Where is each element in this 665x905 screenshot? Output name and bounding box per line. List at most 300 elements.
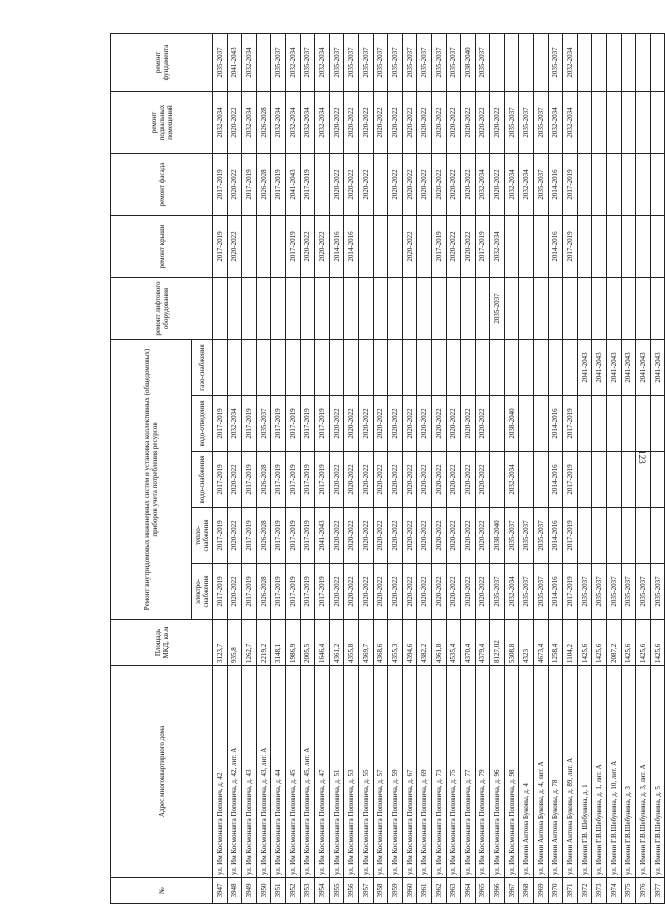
cell-water: 2017-2019: [271, 452, 286, 508]
page-number: 123: [636, 450, 647, 464]
cell-heat: 2020-2022: [344, 508, 359, 564]
cell-elevator: [271, 278, 286, 340]
cell-facade: [373, 154, 388, 216]
cell-gas: [358, 340, 373, 396]
cell-no: 3973: [592, 878, 607, 904]
cell-basement: 2020-2022: [431, 92, 446, 154]
cell-heat: 2020-2022: [329, 508, 344, 564]
table-row: [577, 34, 592, 904]
cell-water: [592, 452, 607, 508]
cell-elevator: [417, 278, 432, 340]
cell-water: 2017-2019: [213, 452, 228, 508]
cell-gas: [213, 340, 228, 396]
cell-area: 1646,4: [315, 620, 330, 666]
cell-water: 2020-2022: [388, 452, 403, 508]
cell-basement: 2020-2022: [227, 92, 242, 154]
cell-basement: 2032-2034: [315, 92, 330, 154]
cell-roof: [519, 216, 534, 278]
cell-facade: 2020-2022: [388, 154, 403, 216]
cell-drainage: 2017-2019: [315, 396, 330, 452]
cell-address: ул. Имени Г.В.Шебунина, д. 1, лит. А: [592, 666, 607, 878]
cell-elevator: [621, 278, 636, 340]
cell-gas: [300, 340, 315, 396]
cell-no: 3953: [300, 878, 315, 904]
cell-electric: 2020-2022: [446, 564, 461, 620]
cell-foundation: 2035-2037: [431, 34, 446, 92]
cell-drainage: 2014-2016: [548, 396, 563, 452]
header-water: водо-снабжения: [192, 452, 213, 508]
cell-area: 1425,6: [592, 620, 607, 666]
cell-drainage: 2020-2022: [358, 396, 373, 452]
cell-roof: [577, 216, 592, 278]
cell-basement: 2020-2022: [475, 92, 490, 154]
cell-roof: 2017-2019: [431, 216, 446, 278]
cell-elevator: [388, 278, 403, 340]
cell-electric: 2017-2019: [563, 564, 578, 620]
cell-roof: [621, 216, 636, 278]
cell-no: 3957: [358, 878, 373, 904]
cell-roof: [358, 216, 373, 278]
cell-foundation: 2032-2034: [242, 34, 257, 92]
cell-electric: 2017-2019: [213, 564, 228, 620]
cell-area: 8127,02: [490, 620, 505, 666]
cell-heat: 2020-2022: [373, 508, 388, 564]
cell-drainage: [607, 396, 622, 452]
table-row: [621, 34, 636, 904]
cell-heat: 2038-2040: [490, 508, 505, 564]
cell-address: ул. Им Космонавта Поповича, д. 73: [431, 666, 446, 878]
cell-elevator: [227, 278, 242, 340]
cell-roof: [650, 216, 665, 278]
cell-electric: 2020-2022: [344, 564, 359, 620]
cell-basement: 2020-2022: [329, 92, 344, 154]
cell-water: 2020-2022: [431, 452, 446, 508]
table-row: [242, 34, 257, 904]
cell-elevator: [213, 278, 228, 340]
cell-electric: 2026-2028: [256, 564, 271, 620]
cell-roof: 2020-2022: [300, 216, 315, 278]
cell-elevator: [358, 278, 373, 340]
cell-roof: 2020-2022: [446, 216, 461, 278]
table-row: [373, 34, 388, 904]
cell-gas: [475, 340, 490, 396]
header-heat: тепло-снабжения: [192, 508, 213, 564]
cell-facade: [621, 154, 636, 216]
cell-water: 2014-2016: [548, 452, 563, 508]
cell-facade: 2032-2034: [504, 154, 519, 216]
table-row: [300, 34, 315, 904]
cell-area: 4355,3: [388, 620, 403, 666]
cell-area: 5308,8: [504, 620, 519, 666]
header-gas: газо-снабжения: [192, 340, 213, 396]
cell-electric: 2035-2037: [621, 564, 636, 620]
cell-electric: 2020-2022: [329, 564, 344, 620]
cell-no: 3965: [475, 878, 490, 904]
cell-gas: 2041-2043: [636, 340, 651, 396]
table-row: [271, 34, 286, 904]
cell-heat: 2017-2019: [300, 508, 315, 564]
cell-heat: 2035-2037: [519, 508, 534, 564]
cell-heat: [592, 508, 607, 564]
cell-foundation: [256, 34, 271, 92]
cell-address: ул. Им Космонавта Поповича, д. 47: [315, 666, 330, 878]
cell-foundation: 2032-2034: [285, 34, 300, 92]
cell-heat: 2017-2019: [271, 508, 286, 564]
cell-facade: 2017-2019: [271, 154, 286, 216]
header-electric: электро-снабжения: [192, 564, 213, 620]
cell-drainage: 2020-2022: [329, 396, 344, 452]
cell-address: ул. Им Космонавта Поповича, д. 55: [358, 666, 373, 878]
header-address: Адрес многоквартирного дома: [111, 666, 213, 878]
cell-basement: 2020-2022: [373, 92, 388, 154]
cell-address: ул. Им Космонавта Поповича, д. 57: [373, 666, 388, 878]
cell-foundation: [650, 34, 665, 92]
cell-facade: 2014-2016: [548, 154, 563, 216]
cell-water: 2020-2022: [402, 452, 417, 508]
cell-heat: 2017-2019: [563, 508, 578, 564]
cell-heat: 2020-2022: [402, 508, 417, 564]
cell-electric: 2020-2022: [227, 564, 242, 620]
cell-drainage: 2020-2022: [446, 396, 461, 452]
cell-address: ул. Имени Антона Буковы, д. 89, лит. А: [563, 666, 578, 878]
header-engineering-group: Ремонт внутридомовых инженерных систем и установка коллективных (общедомовых) приборов учета потребления ресурсов: [111, 340, 192, 620]
cell-area: 2005,5: [300, 620, 315, 666]
cell-water: [534, 452, 549, 508]
cell-water: [607, 452, 622, 508]
cell-drainage: 2020-2022: [431, 396, 446, 452]
cell-roof: 2032-2034: [490, 216, 505, 278]
cell-no: 3974: [607, 878, 622, 904]
cell-water: 2020-2022: [373, 452, 388, 508]
table-row: [607, 34, 622, 904]
cell-area: 3148,1: [271, 620, 286, 666]
cell-basement: [607, 92, 622, 154]
cell-address: ул. Имени Г.В.Шебунина, д. 5: [650, 666, 665, 878]
cell-no: 3950: [256, 878, 271, 904]
cell-roof: 2017-2019: [475, 216, 490, 278]
cell-gas: 2041-2043: [577, 340, 592, 396]
cell-water: [621, 452, 636, 508]
cell-basement: [577, 92, 592, 154]
cell-basement: [636, 92, 651, 154]
cell-elevator: [607, 278, 622, 340]
cell-water: 2020-2022: [358, 452, 373, 508]
cell-roof: [242, 216, 257, 278]
cell-basement: 2020-2022: [461, 92, 476, 154]
cell-gas: [417, 340, 432, 396]
cell-area: 4370,4: [461, 620, 476, 666]
cell-heat: 2020-2022: [475, 508, 490, 564]
cell-facade: [607, 154, 622, 216]
cell-basement: 2032-2034: [300, 92, 315, 154]
cell-facade: 2020-2022: [329, 154, 344, 216]
cell-area: 935,8: [227, 620, 242, 666]
cell-drainage: [636, 396, 651, 452]
cell-gas: 2041-2043: [621, 340, 636, 396]
cell-area: 3123,7: [213, 620, 228, 666]
cell-address: ул. Им Космонавта Поповича, д. 53: [344, 666, 359, 878]
cell-no: 3961: [417, 878, 432, 904]
cell-basement: 2020-2022: [402, 92, 417, 154]
cell-heat: [650, 508, 665, 564]
cell-foundation: 2038-2040: [461, 34, 476, 92]
header-foundation: ремонт фундамента: [111, 34, 213, 92]
cell-electric: 2020-2022: [402, 564, 417, 620]
cell-foundation: [636, 34, 651, 92]
cell-address: ул. Имени Г.В.Шебунина, д. 3, лит. А: [636, 666, 651, 878]
cell-elevator: [300, 278, 315, 340]
cell-foundation: [534, 34, 549, 92]
cell-address: ул. Им Космонавта Попович, д. 42: [213, 666, 228, 878]
cell-basement: [592, 92, 607, 154]
cell-gas: [227, 340, 242, 396]
cell-gas: [329, 340, 344, 396]
cell-electric: 2020-2022: [388, 564, 403, 620]
cell-address: ул. Имени Антона Буковы, д. 4: [519, 666, 534, 878]
cell-drainage: 2017-2019: [285, 396, 300, 452]
cell-drainage: 2017-2019: [271, 396, 286, 452]
cell-area: 4323: [519, 620, 534, 666]
cell-no: 3969: [534, 878, 549, 904]
cell-elevator: 2035-2037: [490, 278, 505, 340]
cell-elevator: [256, 278, 271, 340]
cell-foundation: [490, 34, 505, 92]
cell-water: 2017-2019: [285, 452, 300, 508]
cell-water: 2017-2019: [563, 452, 578, 508]
cell-area: 1425,6: [636, 620, 651, 666]
table-row: [329, 34, 344, 904]
cell-address: ул. Им Космонавта Поповича, д. 45, лит. А: [300, 666, 315, 878]
cell-foundation: [607, 34, 622, 92]
cell-basement: 2035-2037: [519, 92, 534, 154]
table-row: [358, 34, 373, 904]
cell-elevator: [636, 278, 651, 340]
cell-electric: 2017-2019: [315, 564, 330, 620]
cell-gas: [242, 340, 257, 396]
header-area: Площадь МКД, кв.м: [111, 620, 213, 666]
cell-address: ул. Имени Антона Буковы, д. 4, лит. А: [534, 666, 549, 878]
cell-elevator: [475, 278, 490, 340]
cell-basement: 2026-2028: [256, 92, 271, 154]
cell-no: 3977: [650, 878, 665, 904]
table-row: [475, 34, 490, 904]
cell-area: 2087,2: [607, 620, 622, 666]
cell-elevator: [446, 278, 461, 340]
cell-water: 2026-2028: [256, 452, 271, 508]
cell-area: 1986,9: [285, 620, 300, 666]
cell-no: 3967: [504, 878, 519, 904]
repair-schedule-table: [110, 33, 665, 904]
table-row: [504, 34, 519, 904]
cell-gas: [315, 340, 330, 396]
cell-foundation: 2035-2037: [358, 34, 373, 92]
cell-no: 3959: [388, 878, 403, 904]
cell-no: 3966: [490, 878, 505, 904]
cell-foundation: [519, 34, 534, 92]
cell-gas: [490, 340, 505, 396]
cell-heat: 2020-2022: [388, 508, 403, 564]
cell-roof: [592, 216, 607, 278]
cell-address: ул. Им Космонавта Поповича, д. 45: [285, 666, 300, 878]
cell-water: [577, 452, 592, 508]
cell-elevator: [548, 278, 563, 340]
cell-gas: [388, 340, 403, 396]
cell-basement: 2020-2022: [388, 92, 403, 154]
header-facade: ремонт фасада: [111, 154, 213, 216]
table-row: [227, 34, 242, 904]
table-row: [592, 34, 607, 904]
cell-elevator: [242, 278, 257, 340]
cell-facade: 2020-2022: [402, 154, 417, 216]
cell-facade: 2041-2043: [285, 154, 300, 216]
cell-roof: 2014-2016: [344, 216, 359, 278]
cell-facade: [650, 154, 665, 216]
cell-water: 2020-2022: [344, 452, 359, 508]
cell-no: 3955: [329, 878, 344, 904]
cell-no: 3972: [577, 878, 592, 904]
cell-heat: [636, 508, 651, 564]
cell-drainage: 2020-2022: [373, 396, 388, 452]
cell-foundation: 2035-2037: [475, 34, 490, 92]
table-row: [344, 34, 359, 904]
cell-area: 1262,7: [242, 620, 257, 666]
cell-address: ул. Им Космонавта Поповича, д. 98: [504, 666, 519, 878]
cell-drainage: 2020-2022: [475, 396, 490, 452]
cell-heat: 2017-2019: [285, 508, 300, 564]
cell-electric: 2020-2022: [431, 564, 446, 620]
cell-facade: 2020-2022: [417, 154, 432, 216]
cell-electric: 2020-2022: [373, 564, 388, 620]
table-row: [650, 34, 665, 904]
cell-roof: 2014-2016: [548, 216, 563, 278]
cell-facade: 2020-2022: [344, 154, 359, 216]
cell-elevator: [373, 278, 388, 340]
cell-gas: 2041-2043: [607, 340, 622, 396]
cell-basement: 2020-2022: [344, 92, 359, 154]
cell-basement: 2035-2037: [534, 92, 549, 154]
cell-no: 3951: [271, 878, 286, 904]
table-body: [213, 34, 665, 904]
cell-gas: [548, 340, 563, 396]
cell-electric: 2017-2019: [242, 564, 257, 620]
cell-area: 4369,7: [358, 620, 373, 666]
cell-heat: 2017-2019: [213, 508, 228, 564]
cell-heat: [577, 508, 592, 564]
cell-area: 4361,2: [329, 620, 344, 666]
cell-electric: 2020-2022: [461, 564, 476, 620]
cell-drainage: [577, 396, 592, 452]
cell-electric: 2017-2019: [300, 564, 315, 620]
cell-no: 3952: [285, 878, 300, 904]
cell-address: ул. Имени Г.В.Шебунина, д. 10, лит. А: [607, 666, 622, 878]
cell-heat: 2020-2022: [461, 508, 476, 564]
cell-area: 4355,8: [344, 620, 359, 666]
cell-foundation: 2035-2037: [329, 34, 344, 92]
header-basement: ремонт подвальных помещений: [111, 92, 213, 154]
cell-electric: 2020-2022: [417, 564, 432, 620]
cell-no: 3948: [227, 878, 242, 904]
cell-elevator: [315, 278, 330, 340]
cell-heat: 2020-2022: [431, 508, 446, 564]
cell-foundation: [621, 34, 636, 92]
cell-drainage: [621, 396, 636, 452]
cell-facade: 2017-2019: [300, 154, 315, 216]
cell-electric: 2035-2037: [650, 564, 665, 620]
cell-area: 4361,8: [431, 620, 446, 666]
cell-drainage: 2020-2022: [402, 396, 417, 452]
cell-foundation: 2035-2037: [388, 34, 403, 92]
header-elevator: ремонт лифтового оборудования: [111, 278, 213, 340]
cell-water: 2020-2022: [417, 452, 432, 508]
cell-roof: 2017-2019: [213, 216, 228, 278]
table-row: [256, 34, 271, 904]
cell-address: ул. Им Космонавта Поповича, д. 42, лит. А: [227, 666, 242, 878]
cell-roof: 2020-2022: [315, 216, 330, 278]
cell-address: ул. Им Космонавта Поповича, д. 69: [417, 666, 432, 878]
cell-roof: [417, 216, 432, 278]
cell-heat: 2020-2022: [446, 508, 461, 564]
cell-foundation: [577, 34, 592, 92]
table-row: [417, 34, 432, 904]
cell-no: 3963: [446, 878, 461, 904]
cell-basement: 2032-2034: [548, 92, 563, 154]
cell-area: 4368,6: [373, 620, 388, 666]
cell-address: ул. Им Космонавта Поповича, д. 75: [446, 666, 461, 878]
cell-roof: 2020-2022: [402, 216, 417, 278]
cell-no: 3958: [373, 878, 388, 904]
cell-water: 2020-2022: [227, 452, 242, 508]
cell-gas: [402, 340, 417, 396]
cell-gas: [431, 340, 446, 396]
cell-address: ул. Им Космонавта Поповича, д. 59: [388, 666, 403, 878]
cell-water: 2017-2019: [242, 452, 257, 508]
cell-electric: 2032-2034: [504, 564, 519, 620]
cell-facade: 2020-2022: [446, 154, 461, 216]
cell-facade: 2020-2022: [358, 154, 373, 216]
table-row: [446, 34, 461, 904]
cell-no: 3956: [344, 878, 359, 904]
cell-facade: 2026-2028: [256, 154, 271, 216]
cell-gas: [519, 340, 534, 396]
cell-area: 2219,2: [256, 620, 271, 666]
cell-area: 1425,6: [650, 620, 665, 666]
cell-basement: 2032-2034: [285, 92, 300, 154]
cell-heat: 2017-2019: [242, 508, 257, 564]
cell-no: 3962: [431, 878, 446, 904]
cell-heat: 2026-2028: [256, 508, 271, 564]
cell-roof: [636, 216, 651, 278]
table-row: [519, 34, 534, 904]
cell-basement: 2020-2022: [490, 92, 505, 154]
cell-roof: 2014-2016: [329, 216, 344, 278]
cell-foundation: 2035-2037: [300, 34, 315, 92]
cell-roof: [388, 216, 403, 278]
cell-elevator: [504, 278, 519, 340]
cell-area: 4535,4: [446, 620, 461, 666]
cell-facade: [315, 154, 330, 216]
cell-area: 1425,6: [621, 620, 636, 666]
cell-address: ул. Имени Г.В. Шебунина, д. 1: [577, 666, 592, 878]
cell-water: [490, 452, 505, 508]
cell-basement: [621, 92, 636, 154]
cell-gas: [446, 340, 461, 396]
table-row: [388, 34, 403, 904]
cell-gas: [504, 340, 519, 396]
cell-foundation: 2032-2034: [563, 34, 578, 92]
cell-elevator: [577, 278, 592, 340]
table-row: [534, 34, 549, 904]
cell-address: ул. Имени Антона Буковы, д. 78: [548, 666, 563, 878]
